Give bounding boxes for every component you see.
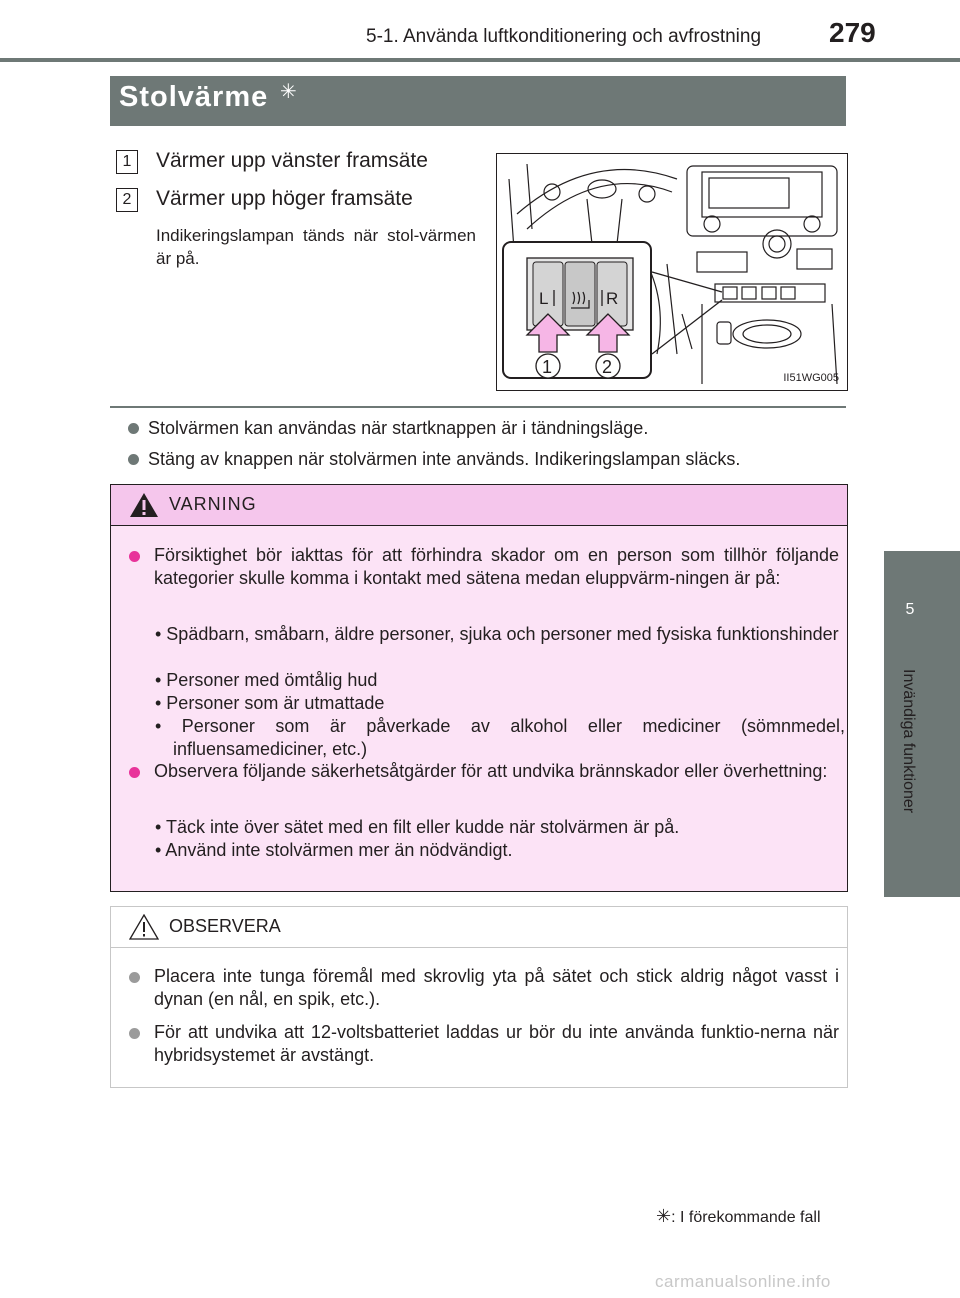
running-header: 5-1. Använda luftkonditionering och avfrostning bbox=[366, 26, 762, 47]
item-number: 1 bbox=[116, 150, 138, 174]
chapter-tab bbox=[884, 551, 960, 897]
list-item: • Använd inte stolvärmen mer än nödvändigt. bbox=[155, 840, 513, 860]
figure-code: II51WG005 bbox=[783, 372, 839, 384]
note-text: Stäng av knappen när stolvärmen inte används. Indikeringslampan släcks. bbox=[148, 449, 741, 469]
warning-box bbox=[110, 484, 848, 892]
watermark: carmanualsonline.info bbox=[655, 1272, 831, 1291]
list-item: • Spädbarn, småbarn, äldre personer, sjuka och personer med fysiska funktionshinder bbox=[155, 624, 839, 644]
page-number: 279 bbox=[829, 17, 876, 48]
bullet-icon bbox=[128, 454, 139, 465]
note-text: Stolvärmen kan användas när startknappen är i tändningsläge. bbox=[148, 418, 649, 438]
warning-header bbox=[111, 485, 847, 526]
chapter-number: 5 bbox=[905, 601, 915, 618]
list-item: • Personer med ömtålig hud bbox=[155, 670, 378, 690]
item-text: Värmer upp höger framsäte bbox=[156, 187, 413, 210]
chapter-title: Invändiga funktioner bbox=[900, 669, 917, 814]
notice-box bbox=[110, 906, 848, 1088]
indicator-text: Indikeringslampan tänds när stol-värmen är på. bbox=[156, 226, 476, 268]
list-item: • Personer som är utmattade bbox=[155, 693, 385, 713]
switch-left-label: L bbox=[539, 289, 549, 308]
section-rule bbox=[110, 406, 846, 408]
footnote bbox=[656, 1206, 821, 1227]
list-item: • Täck inte över sätet med en filt eller kudde när stolvärmen är på. bbox=[155, 817, 680, 837]
list-item: • Personer som är påverkade av alkohol eller mediciner (sömnmedel, influensamediciner, etc.) bbox=[155, 716, 845, 759]
switch-right-label: R bbox=[606, 289, 619, 308]
warning-title: VARNING bbox=[169, 494, 257, 514]
section-title: Stolvärme bbox=[119, 81, 269, 113]
notice-header bbox=[111, 907, 847, 948]
dashboard-figure bbox=[496, 153, 848, 391]
header-rule bbox=[0, 58, 960, 62]
dashboard-illustration bbox=[497, 154, 847, 390]
warning-paragraph: Försiktighet bör iakttas för att förhindra skador om en person som tillhör följande kategorier skulle komma i kontakt med sätena medan eluppvärm-ningen är på: bbox=[154, 545, 839, 588]
item-text: Värmer upp vänster framsäte bbox=[156, 149, 428, 172]
bullet-icon bbox=[129, 551, 140, 562]
section-banner bbox=[110, 76, 846, 126]
item-number: 2 bbox=[116, 188, 138, 212]
bullet-icon bbox=[129, 972, 140, 983]
asterisk-icon: ✳ bbox=[656, 1206, 672, 1226]
warning-paragraph: Observera följande säkerhetsåtgärder för att undvika brännskador eller överhettning: bbox=[154, 761, 828, 781]
notice-paragraph: Placera inte tunga föremål med skrovlig yta på sätet och stick aldrig något vasst i dynan (en nål, en spik, etc.). bbox=[154, 966, 839, 1009]
footnote-text: : I förekommande fall bbox=[671, 1209, 821, 1226]
callout-2: 2 bbox=[602, 357, 613, 377]
callout-1: 1 bbox=[542, 357, 553, 377]
caution-triangle-icon bbox=[129, 914, 159, 940]
bullet-icon bbox=[129, 767, 140, 778]
warning-triangle-icon bbox=[129, 492, 159, 518]
bullet-icon bbox=[129, 1028, 140, 1039]
asterisk-icon: ✳ bbox=[280, 81, 297, 103]
bullet-icon bbox=[128, 423, 139, 434]
warning-body bbox=[111, 526, 847, 891]
notice-title: OBSERVERA bbox=[169, 916, 281, 936]
notice-paragraph: För att undvika att 12-voltsbatteriet laddas ur bör du inte använda funktio-nerna när hybridsystemet är avstängt. bbox=[154, 1022, 839, 1065]
